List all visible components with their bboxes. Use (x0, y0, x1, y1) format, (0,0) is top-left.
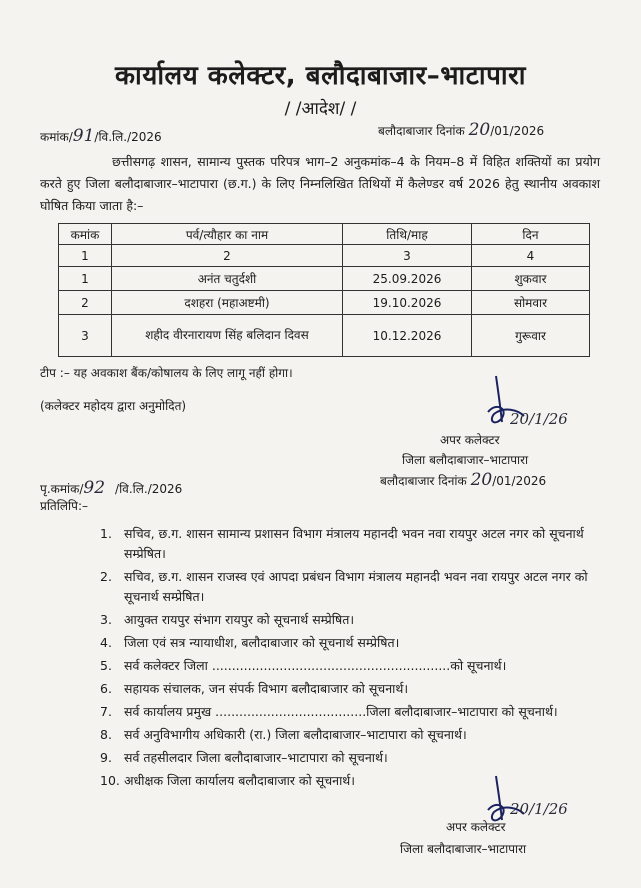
list-item: 4. जिला एवं सत्र न्यायाधीश, बलौदाबाजार को सूचनार्थ सम्प्रेषित। (100, 635, 400, 650)
signature-district-2: जिला बलौदाबाजार–भाटापारा (400, 842, 527, 856)
signature-date-1: 20/1/26 (510, 410, 568, 428)
index-cell: 1 (59, 245, 112, 267)
endorsement-date-label: बलौदाबाजार दिनांक (380, 474, 467, 488)
signature-designation-2: अपर कलेक्टर (446, 820, 506, 834)
order-date (378, 120, 544, 140)
endorsement-number-value: 92 (83, 478, 106, 498)
serial-cell: 3 (59, 315, 112, 357)
list-item: 3. आयुक्त रायपुर संभाग रायपुर को सूचनार्थ सम्प्रेषित। (100, 612, 355, 627)
festival-cell: दशहरा (महाअष्टमी) (112, 291, 343, 315)
list-item: 2. सचिव, छ.ग. शासन राजस्व एवं आपदा प्रबंधन विभाग मंत्रालय महानदी भवन नवा रायपुर अटल नगर को सूचनार्थ सम्प्रेषित। (100, 569, 588, 604)
table-row (59, 267, 590, 291)
serial-cell: 2 (59, 291, 112, 315)
festival-cell: अनंत चतुर्दशी (112, 267, 343, 291)
order-date-day: 20 (468, 120, 491, 140)
date-cell: 19.10.2026 (343, 291, 472, 315)
order-number (40, 126, 162, 146)
note-text: टीप :– यह अवकाश बैंक/कोषालय के लिए लागू नहीं होगा। (40, 366, 293, 380)
header-festival: पर्व/त्यौहार का नाम (112, 224, 343, 245)
endorsement-date (380, 470, 546, 490)
header-serial: कमांक (59, 224, 112, 245)
endorsement-number-suffix: /वि.लि./2026 (115, 482, 183, 496)
festival-cell: शहीद वीरनारायण सिंह बलिदान दिवस (112, 315, 343, 357)
header-day: दिन (472, 224, 590, 245)
header-date: तिथि/माह (343, 224, 472, 245)
list-item: 7. सर्व कार्यालय प्रमुख ......................................जिला बलौदाबाजार–भाटापारा को सूचनार्थ। (100, 704, 558, 719)
signature-date-2: 20/1/26 (510, 800, 568, 818)
date-cell: 25.09.2026 (343, 267, 472, 291)
order-paragraph: छत्तीसगढ़ शासन, सामान्य पुस्तक परिपत्र भाग–2 अनुकमांक–4 के नियम–8 में विहित शक्तियों का प्रयोग करते हुए जिला बलौदाबाजार–भाटापारा (छ.ग.) के लिए निम्नलिखित तिथियों में कैलेण्डर वर्ष 2026 हेतु स्थानीय अवकाश घोषित किया जाता है:– (40, 154, 600, 213)
order-number-value: 91 (72, 126, 95, 146)
endorsement-date-day: 20 (470, 470, 493, 490)
date-cell: 10.12.2026 (343, 315, 472, 357)
signature-district-1: जिला बलौदाबाजार–भाटापारा (402, 453, 529, 467)
list-item: 5. सर्व कलेक्टर जिला ............................................................को सूचनार्थ। (100, 658, 507, 673)
endorsement-number (40, 478, 182, 498)
signature-designation-1: अपर कलेक्टर (440, 433, 500, 447)
table-index-row (59, 245, 590, 267)
office-title: कार्यालय कलेक्टर, बलौदाबाजार–भाटापारा (115, 61, 526, 91)
list-item: 6. सहायक संचालक, जन संपर्क विभाग बलौदाबाजार को सूचनार्थ। (100, 681, 409, 696)
list-item: 8. सर्व अनुविभागीय अधिकारी (रा.) जिला बलौदाबाजार–भाटापारा को सूचनार्थ। (100, 727, 467, 742)
endorsement-date-rest: /01/2026 (492, 474, 547, 488)
distribution-list (100, 524, 600, 794)
day-cell: शुकवार (472, 267, 590, 291)
day-cell: सोमवार (472, 291, 590, 315)
index-cell: 3 (343, 245, 472, 267)
index-cell: 2 (112, 245, 343, 267)
table-header-row (59, 224, 590, 245)
order-date-rest: /01/2026 (490, 124, 545, 138)
approval-text: (कलेक्टर महोदय द्वारा अनुमोदित) (40, 399, 187, 413)
endorsement-number-prefix: पृ.कमांक/ (40, 482, 84, 496)
list-item: 9. सर्व तहसीलदार जिला बलौदाबाजार–भाटापारा को सूचनार्थ। (100, 750, 388, 765)
index-cell: 4 (472, 245, 590, 267)
order-number-prefix: कमांक/ (40, 130, 73, 144)
serial-cell: 1 (59, 267, 112, 291)
holiday-table (58, 223, 590, 357)
order-date-label: बलौदाबाजार दिनांक (378, 124, 465, 138)
list-item: 10. अधीक्षक जिला कार्यालय बलौदाबाजार को सूचनार्थ। (100, 773, 356, 788)
copy-label: प्रतिलिपि:– (40, 499, 88, 513)
order-number-suffix: /वि.लि./2026 (94, 130, 162, 144)
day-cell: गुरूवार (472, 315, 590, 357)
table-row (59, 291, 590, 315)
table-row (59, 315, 590, 357)
order-heading: / /आदेश/ / (284, 99, 357, 119)
list-item: 1. सचिव, छ.ग. शासन सामान्य प्रशासन विभाग मंत्रालय महानदी भवन नवा रायपुर अटल नगर को सूचनार्थ सम्प्रेषित। (100, 526, 584, 561)
